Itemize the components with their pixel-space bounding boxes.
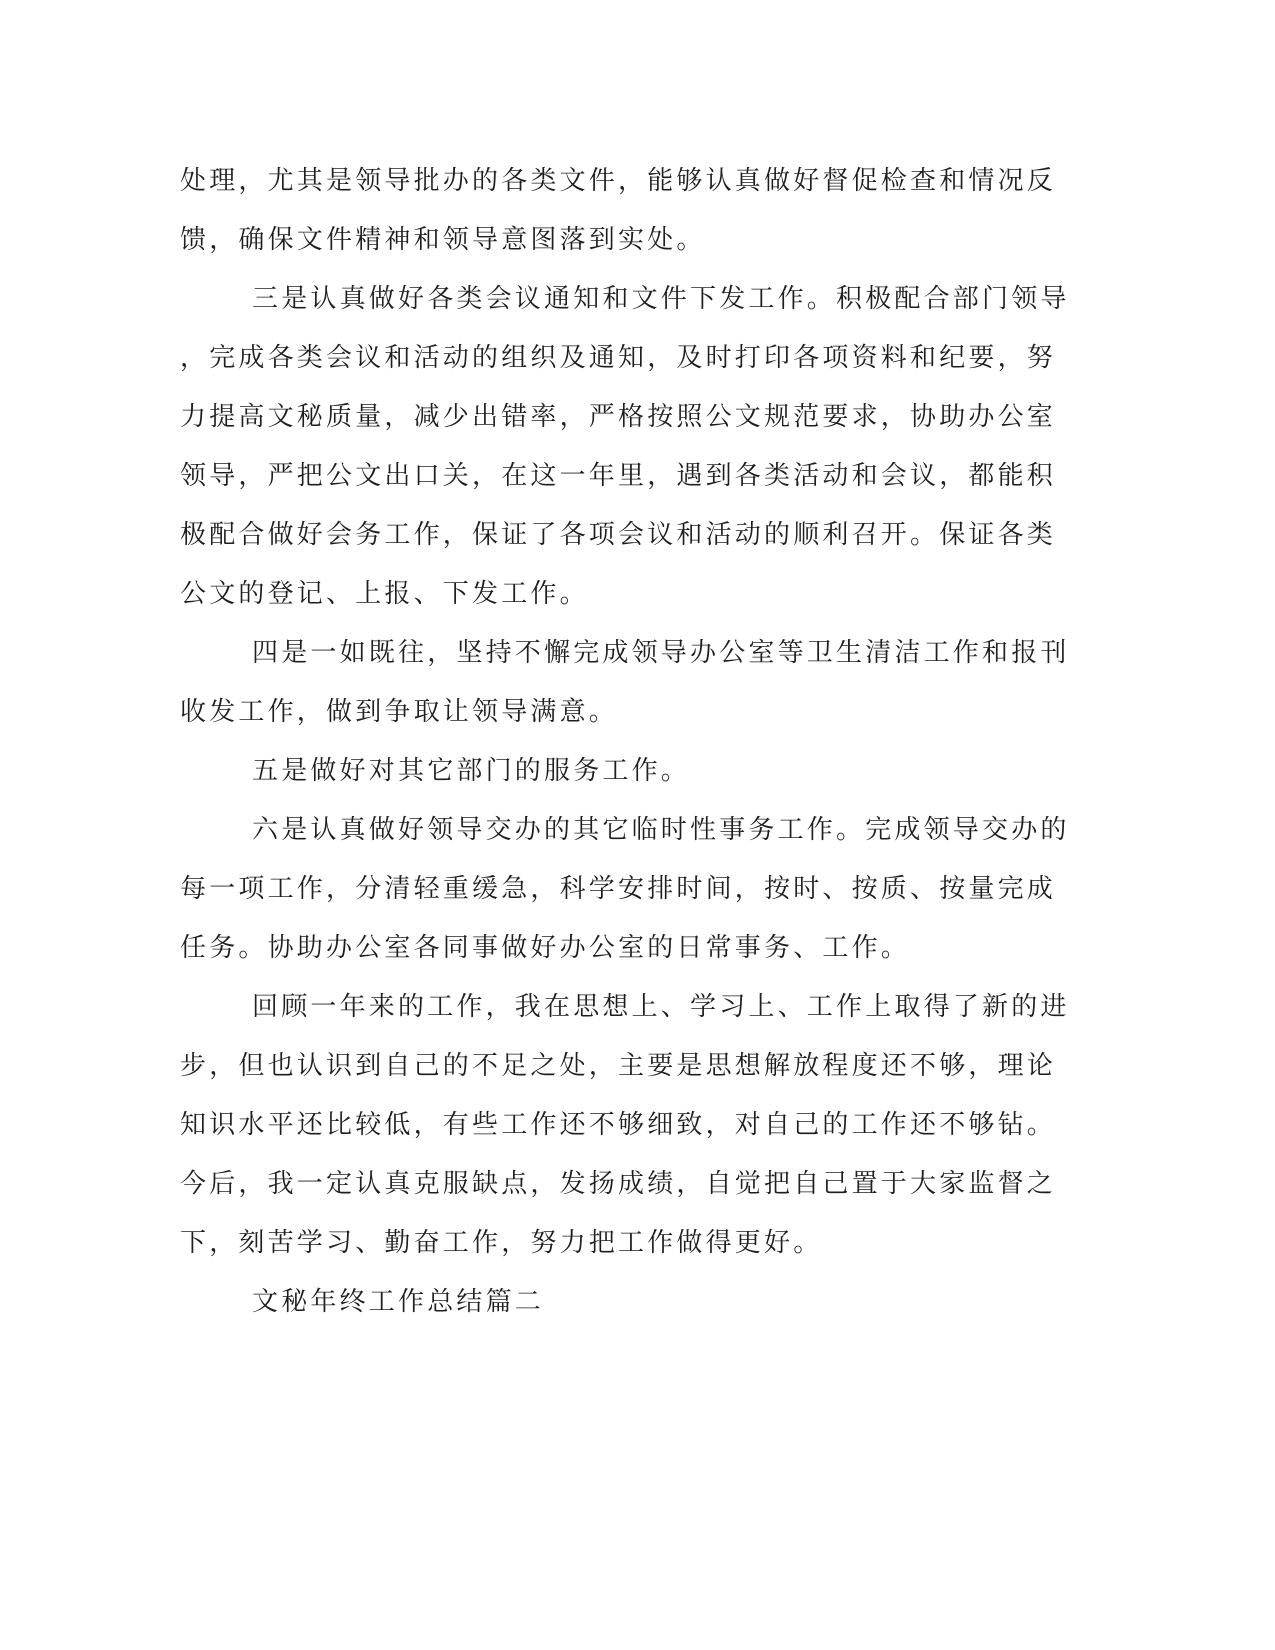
paragraph-start-line: 三是认真做好各类会议通知和文件下发工作。积极配合部门领导 (252, 284, 1070, 314)
text-line: 领导，严把公文出口关，在这一年里，遇到各类活动和会议，都能积 (180, 461, 1057, 491)
text-line: 知识水平还比较低，有些工作还不够细致，对自己的工作还不够钻。 (180, 1110, 1057, 1140)
paragraph-start-line: 回顾一年来的工作，我在思想上、学习上、工作上取得了新的进 (252, 992, 1070, 1022)
text-line: 处理，尤其是领导批办的各类文件，能够认真做好督促检查和情况反 (180, 166, 1057, 196)
paragraph-start-line: 五是做好对其它部门的服务工作。 (252, 756, 691, 786)
paragraph-start-line: 四是一如既往，坚持不懈完成领导办公室等卫生清洁工作和报刊 (252, 638, 1070, 668)
text-line: 公文的登记、上报、下发工作。 (180, 579, 589, 609)
text-line: 今后，我一定认真克服缺点，发扬成绩，自觉把自己置于大家监督之 (180, 1169, 1057, 1199)
section-heading: 文秘年终工作总结篇二 (252, 1287, 545, 1317)
text-line: 任务。协助办公室各同事做好办公室的日常事务、工作。 (180, 933, 911, 963)
paragraph-start-line: 六是认真做好领导交办的其它临时性事务工作。完成领导交办的 (252, 815, 1070, 845)
text-line: 馈，确保文件精神和领导意图落到实处。 (180, 225, 706, 255)
text-line: 每一项工作，分清轻重缓急，科学安排时间，按时、按质、按量完成 (180, 874, 1057, 904)
text-line: 极配合做好会务工作，保证了各项会议和活动的顺利召开。保证各类 (180, 520, 1057, 550)
text-line: 力提高文秘质量，减少出错率，严格按照公文规范要求，协助办公室 (180, 402, 1057, 432)
text-line: ，完成各类会议和活动的组织及通知，及时打印各项资料和纪要，努 (180, 343, 1057, 373)
text-line: 步，但也认识到自己的不足之处，主要是思想解放程度还不够，理论 (180, 1051, 1057, 1081)
text-line: 下，刻苦学习、勤奋工作，努力把工作做得更好。 (180, 1228, 823, 1258)
text-line: 收发工作，做到争取让领导满意。 (180, 697, 619, 727)
